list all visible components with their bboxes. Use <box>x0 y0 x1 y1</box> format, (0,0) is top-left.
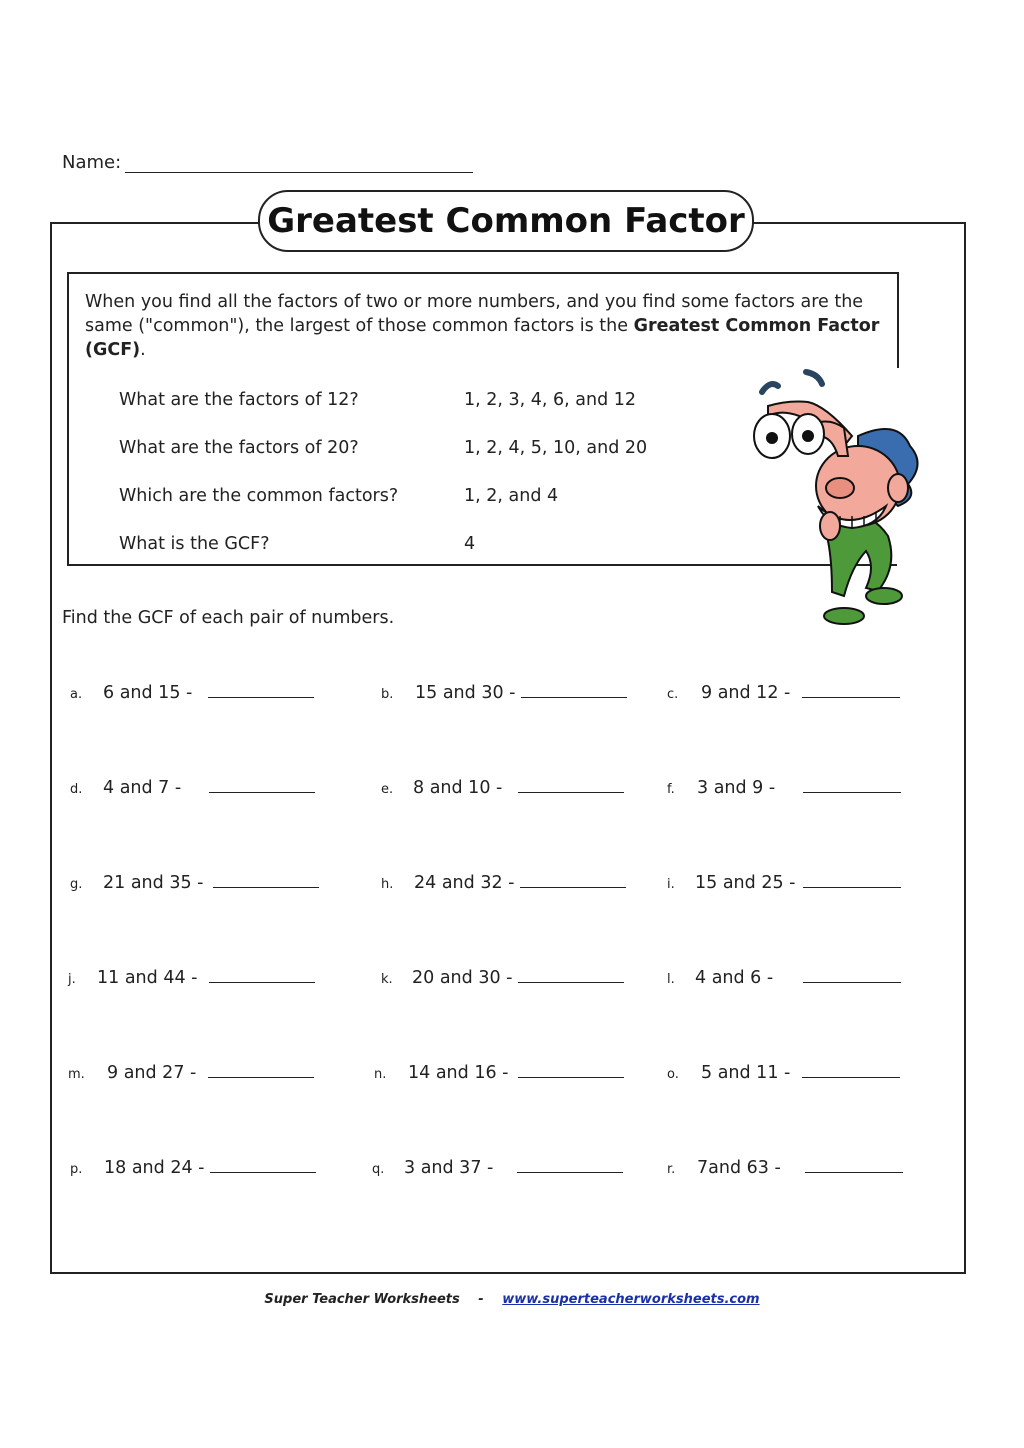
answer-blank[interactable] <box>518 776 624 793</box>
problem-text: 15 and 25 - <box>695 873 796 893</box>
problem-text: 15 and 30 - <box>415 683 516 703</box>
problem-item <box>667 871 901 893</box>
problem-text: 24 and 32 - <box>414 873 515 893</box>
problem-label: g. <box>70 877 83 892</box>
problem-item <box>70 681 314 703</box>
answer-blank[interactable] <box>517 1156 623 1173</box>
answer-blank[interactable] <box>521 681 627 698</box>
problem-text: 5 and 11 - <box>701 1063 791 1083</box>
answer-blank[interactable] <box>802 1061 900 1078</box>
answer-blank[interactable] <box>518 1061 624 1078</box>
title-banner <box>258 190 754 252</box>
problem-item <box>381 871 626 893</box>
footer-url-link[interactable]: www.superteacherworksheets.com <box>502 1292 760 1307</box>
problem-label: k. <box>381 972 393 987</box>
problem-text: 9 and 12 - <box>701 683 791 703</box>
problem-label: p. <box>70 1162 83 1177</box>
problem-label: j. <box>68 972 76 987</box>
problem-item <box>68 966 315 988</box>
example-answer: 1, 2, and 4 <box>464 486 559 506</box>
intro-bold-term: Greatest Common Factor (GCF) <box>85 316 880 360</box>
problem-item <box>667 681 900 703</box>
problem-text: 7and 63 - <box>697 1158 781 1178</box>
intro-text-part: When you find all the factors of two or more numbers, and you find some factors are the same ("common"), the largest of those common factors is the <box>85 292 864 336</box>
problem-item <box>381 966 624 988</box>
intro-text <box>85 290 895 362</box>
example-answer: 1, 2, 3, 4, 6, and 12 <box>464 390 637 410</box>
example-question: What are the factors of 12? <box>119 390 359 410</box>
problem-text: 14 and 16 - <box>408 1063 509 1083</box>
answer-blank[interactable] <box>208 681 314 698</box>
problem-text: 18 and 24 - <box>104 1158 205 1178</box>
answer-blank[interactable] <box>803 776 901 793</box>
problem-text: 3 and 9 - <box>697 778 776 798</box>
name-blank[interactable] <box>125 154 473 173</box>
problem-item <box>70 871 319 893</box>
problem-item <box>70 1156 316 1178</box>
answer-blank[interactable] <box>805 1156 903 1173</box>
answer-blank[interactable] <box>803 966 901 983</box>
answer-blank[interactable] <box>518 966 624 983</box>
problem-text: 4 and 7 - <box>103 778 182 798</box>
problem-item <box>381 776 624 798</box>
problem-label: d. <box>70 782 83 797</box>
answer-blank[interactable] <box>210 1156 316 1173</box>
problem-item <box>667 776 901 798</box>
problem-item <box>374 1061 624 1083</box>
problem-label: a. <box>70 687 83 702</box>
footer <box>0 1292 1024 1307</box>
problem-label: b. <box>381 687 394 702</box>
answer-blank[interactable] <box>803 871 901 888</box>
answer-blank[interactable] <box>520 871 626 888</box>
example-answer: 1, 2, 4, 5, 10, and 20 <box>464 438 648 458</box>
example-answer: 4 <box>464 534 476 554</box>
problem-text: 6 and 15 - <box>103 683 193 703</box>
problem-label: m. <box>68 1067 85 1082</box>
answer-blank[interactable] <box>208 1061 314 1078</box>
footer-brand: Super Teacher Worksheets <box>264 1292 460 1307</box>
intro-text-end: . <box>140 340 146 360</box>
problem-label: i. <box>667 877 675 892</box>
problem-text: 4 and 6 - <box>695 968 774 988</box>
problem-label: l. <box>667 972 675 987</box>
problem-text: 21 and 35 - <box>103 873 204 893</box>
problem-item <box>667 966 901 988</box>
problem-label: c. <box>667 687 679 702</box>
name-label: Name: <box>62 152 122 173</box>
problem-text: 8 and 10 - <box>413 778 503 798</box>
answer-blank[interactable] <box>209 776 315 793</box>
problem-text: 3 and 37 - <box>404 1158 494 1178</box>
cartoon-boy-icon <box>748 366 938 632</box>
problem-item <box>667 1156 903 1178</box>
problem-text: 9 and 27 - <box>107 1063 197 1083</box>
page-title: Greatest Common Factor <box>267 201 745 241</box>
answer-blank[interactable] <box>213 871 319 888</box>
problem-label: f. <box>667 782 675 797</box>
name-field <box>62 152 473 173</box>
problem-item <box>70 776 315 798</box>
problem-label: n. <box>374 1067 387 1082</box>
problem-item <box>667 1061 900 1083</box>
problem-item <box>381 681 627 703</box>
example-question: Which are the common factors? <box>119 486 399 506</box>
problem-item <box>68 1061 314 1083</box>
problem-text: 11 and 44 - <box>97 968 198 988</box>
problem-label: q. <box>372 1162 385 1177</box>
footer-separator: - <box>478 1292 484 1307</box>
problem-text: 20 and 30 - <box>412 968 513 988</box>
problem-label: h. <box>381 877 394 892</box>
answer-blank[interactable] <box>802 681 900 698</box>
answer-blank[interactable] <box>209 966 315 983</box>
instructions: Find the GCF of each pair of numbers. <box>62 608 395 628</box>
problem-item <box>372 1156 623 1178</box>
example-question: What are the factors of 20? <box>119 438 359 458</box>
problem-label: r. <box>667 1162 676 1177</box>
example-question: What is the GCF? <box>119 534 270 554</box>
problem-label: e. <box>381 782 394 797</box>
problem-label: o. <box>667 1067 679 1082</box>
